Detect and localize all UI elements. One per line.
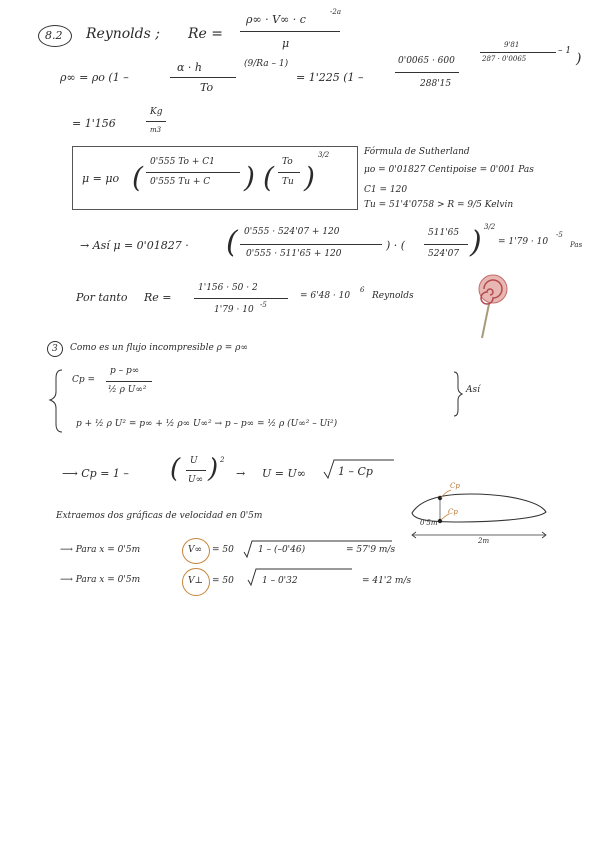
reynolds-numerator: ρ∞ · V∞ · c [246,13,306,26]
airfoil-label-bottom: 2m [478,537,490,545]
cp-lhs: Cp = [72,375,96,385]
density-unit-line [146,121,166,122]
reynolds-lhs: Re = [188,26,224,42]
cp-numerator: p – p∞ [110,366,140,376]
sutherland-fraction-line [146,172,240,173]
density-equals: = 1'225 (1 – [296,71,364,84]
sutherland-ratio-exp: 3/2 [318,151,330,159]
density-frac2-line [395,72,459,73]
section-title: Reynolds ; [86,26,160,42]
mu-calc-paren-open: ( [226,225,238,260]
brace-note: Así [466,385,480,395]
section3-number: 3 [52,344,58,354]
mu-calc-ratio-den: 524'07 [428,249,460,259]
mu-calc-ratio-num: 511'65 [428,228,460,238]
cp-ratio-close: ) [208,454,219,484]
velocity-line1-mid: = 50 [212,545,234,555]
velocities-intro: Extraemos dos gráficas de velocidad en 0'5m [56,511,263,521]
velocity-line2-var: V⊥ [188,576,203,586]
sutherland-ratio-line [278,172,300,173]
density-frac2-num: 0'0065 · 600 [398,56,455,66]
cp-denominator: ½ ρ U∞² [108,385,147,395]
sutherland-note-2: C1 = 120 [364,185,408,195]
cp-ratio-exp: 2 [220,456,225,464]
reynolds-calc-result-exp: 6 [360,286,365,294]
cp-ratio-line [186,470,206,471]
reynolds-denominator: μ [282,37,290,50]
u-sqrt-content: 1 – Cp [338,465,373,478]
velocity-line2-result: = 41'2 m/s [362,576,412,586]
cp-fraction-line [106,381,152,382]
sutherland-note-1: μo = 0'01827 Centipoise = 0'001 Pas [364,165,534,175]
mu-calc-result-exp: -5 [556,231,563,239]
density-result: = 1'156 [72,117,116,130]
velocity-line1-var: V∞ [188,545,202,555]
section3-title: Como es un flujo incompresible ρ = ρ∞ [70,343,248,353]
density-unit-num: Kg [150,107,163,117]
reynolds-calc-numerator: 1'156 · 50 · 2 [198,283,258,293]
cp-ratio-num: U [190,456,198,466]
mu-calc-mid: ) · ( [386,239,406,252]
mu-calc-result-unit: Pas [570,241,583,249]
density-lhs: ρ∞ = ρo (1 – [60,71,129,84]
reynolds-fraction-line [240,31,340,32]
sutherland-ratio-num: To [282,157,293,167]
mu-calc-numerator: 0'555 · 524'07 + 120 [244,227,340,237]
sutherland-denominator: 0'555 Tu + C [150,177,211,187]
mu-calc-paren-close: ) [470,225,482,260]
reynolds-calc-lhs: Por tanto [76,291,128,304]
cp-arrow: → [236,467,246,480]
density-exp2-den: 287 · 0'0065 [482,55,527,63]
reynolds-numerator-exp: -2a [330,8,341,16]
mu-calc-lhs: → Así μ = 0'01827 · [80,239,189,252]
reynolds-calc-re: Re = [144,291,172,304]
density-exp2-tail: – 1 [558,46,572,56]
velocity-line2-lhs: ⟶ Para x = 0'5m [60,575,141,585]
sutherland-ratio-close: ) [304,161,315,194]
density-exponent: (9/Ra – 1) [244,59,289,69]
reynolds-calc-denominator: 1'79 · 10 [214,305,254,315]
reynolds-calc-result-unit: Reynolds [372,291,414,301]
sutherland-note-3: Tu = 51'4'0758 > R = 9/5 Kelvin [364,200,514,210]
airfoil-label-top: Cp [450,482,460,490]
mu-calc-fraction-line [240,244,382,245]
velocity-line1-result: = 57'9 m/s [346,545,396,555]
cp-ratio-open: ( [170,454,181,484]
sutherland-ratio-den: Tu [282,177,294,187]
mu-calc-result: = 1'79 · 10 [498,237,549,247]
density-frac2-den: 288'15 [420,79,452,89]
sutherland-numerator: 0'555 To + C1 [150,157,215,167]
density-frac-den: To [200,81,214,94]
u-lhs: U = U∞ [262,467,306,480]
reynolds-calc-den-exp: -5 [260,301,267,309]
velocity-line1-lhs: ⟶ Para x = 0'5m [60,545,141,555]
density-exp2-num: 9'81 [504,41,520,49]
mu-calc-ratio-exp: 3/2 [484,223,496,231]
airfoil-label-mid: Cp [448,508,458,516]
sutherland-ratio-open: ( [263,161,274,194]
bernoulli-equation: p + ½ ρ U² = p∞ + ½ ρ∞ U∞² → p – p∞ = ½ ρ (U∞² – Ui²) [76,419,338,429]
velocity-line2-sqrt-content: 1 – 0'32 [262,576,298,586]
sutherland-paren-close: ) [244,161,255,194]
sutherland-mu: μ = μo [82,172,120,185]
density-close-paren: ) [576,51,582,67]
density-frac-num: α · h [177,61,203,74]
velocity-line1-sqrt-content: 1 – (–0'46) [258,545,306,555]
mu-calc-denominator: 0'555 · 511'65 + 120 [246,249,342,259]
density-exp2-line [480,52,556,53]
sutherland-paren-open: ( [132,161,143,194]
mu-calc-ratio-line [424,244,468,245]
section-number: 8.2 [45,29,63,42]
reynolds-calc-fraction-line [194,298,288,299]
sutherland-note-title: Fórmula de Sutherland [364,147,470,157]
cp-ratio-den: U∞ [188,475,204,485]
density-frac-line [170,77,236,78]
velocity-line2-mid: = 50 [212,576,234,586]
cp-result: ⟶ Cp = 1 – [62,467,129,480]
airfoil-label-left: 0'5m [420,519,438,527]
density-unit-den: m3 [150,126,162,134]
reynolds-calc-result: = 6'48 · 10 [300,291,351,301]
